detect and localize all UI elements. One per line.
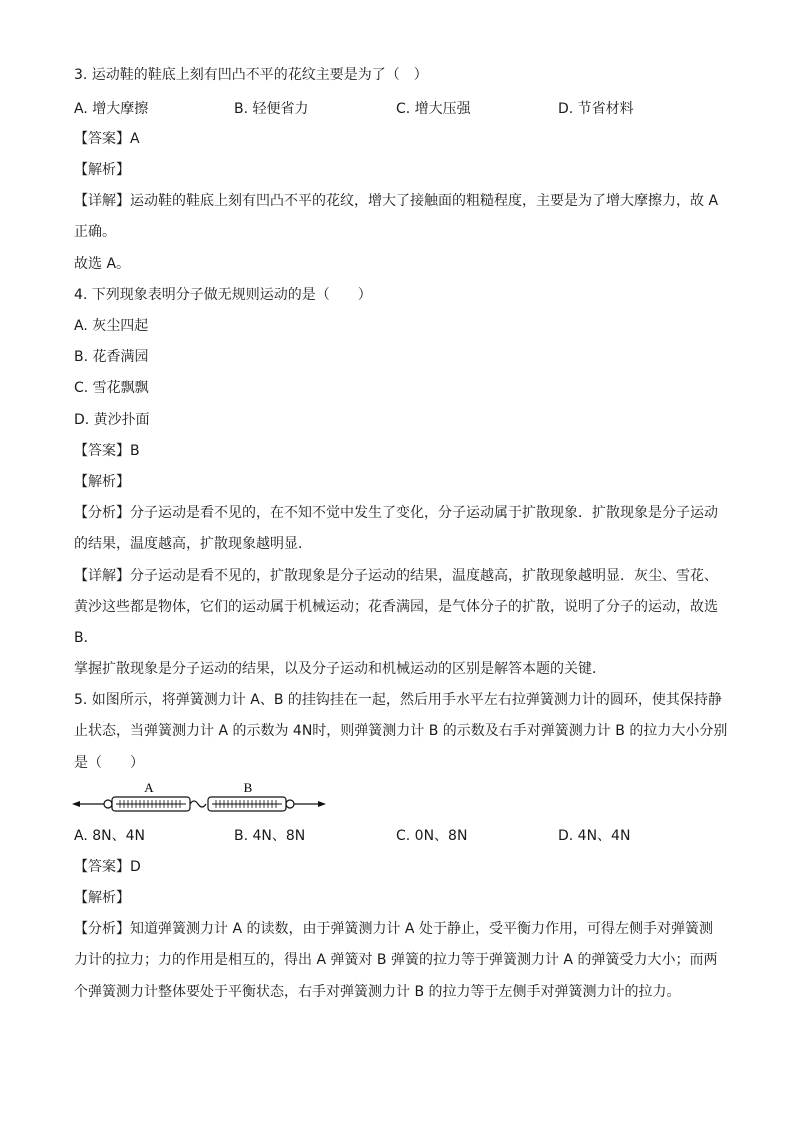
q3-detail-line-1: 【详解】运动鞋的鞋底上刻有凹凸不平的花纹，增大了接触面的粗糙程度，主要是为了增大摩擦力，故 A <box>74 193 719 209</box>
q3-analysis-heading: 【解析】 <box>74 162 130 178</box>
q3-answer: 【答案】A <box>74 131 140 147</box>
q5-analysis-heading: 【解析】 <box>74 890 130 906</box>
q5-fenxi-line-2: 力计的拉力；力的作用是相互的，得出 A 弹簧对 B 弹簧的拉力等于弹簧测力计 A 的弹簧受力大小；而两 <box>74 952 718 968</box>
q4-stem: 4. 下列现象表明分子做无规则运动的是（ ） <box>74 287 372 303</box>
left-arrow-head <box>72 801 80 807</box>
q5-answer: 【答案】D <box>74 859 141 875</box>
q5-option-d: D. 4N、4N <box>558 828 631 844</box>
q4-fenxi-line-2: 的结果，温度越高，扩散现象越明显． <box>74 536 312 552</box>
q3-option-b: B. 轻便省力 <box>234 101 309 117</box>
label-b: B <box>243 780 253 795</box>
q4-option-b: B. 花香满园 <box>74 349 149 365</box>
right-arrow-head <box>318 801 326 807</box>
q5-fenxi-line-1: 【分析】知道弹簧测力计 A 的读数，由于弹簧测力计 A 处于静止，受平衡力作用，可得左侧手对弹簧测 <box>74 921 713 937</box>
left-ring <box>104 800 112 808</box>
q4-answer: 【答案】B <box>74 443 140 459</box>
q3-option-c: C. 增大压强 <box>396 101 471 117</box>
q5-fenxi-line-3: 个弹簧测力计整体要处于平衡状态，右手对弹簧测力计 B 的拉力等于左侧手对弹簧测力计的拉力。 <box>74 984 681 1000</box>
q3-option-a: A. 增大摩擦 <box>74 101 149 117</box>
q4-detail-line-3: B． <box>74 630 98 646</box>
hooks <box>190 801 206 807</box>
q4-detail-line-2: 黄沙这些都是物体，它们的运动属于机械运动；花香满园，是气体分子的扩散，说明了分子的运动，故选 <box>74 599 718 615</box>
right-ring <box>286 800 294 808</box>
q3-conclusion: 故选 A。 <box>74 256 131 272</box>
q4-fenxi-line-1: 【分析】分子运动是看不见的，在不知不觉中发生了变化，分子运动属于扩散现象．扩散现象是分子运动 <box>74 505 718 521</box>
q5-stem-line-3: 是（ ） <box>74 755 144 771</box>
spring-scale-diagram <box>72 779 332 819</box>
q4-analysis-heading: 【解析】 <box>74 474 130 490</box>
q5-option-c: C. 0N、8N <box>396 828 468 844</box>
q3-detail-line-2: 正确。 <box>74 224 116 240</box>
q3-option-d: D. 节省材料 <box>558 101 634 117</box>
q5-option-a: A. 8N、4N <box>74 828 145 844</box>
q4-option-d: D. 黄沙扑面 <box>74 412 150 428</box>
q3-stem: 3. 运动鞋的鞋底上刻有凹凸不平的花纹主要是为了（ ） <box>74 67 428 83</box>
q4-summary: 掌握扩散现象是分子运动的结果，以及分子运动和机械运动的区别是解答本题的关键． <box>74 661 606 677</box>
q5-stem-line-1: 5. 如图所示，将弹簧测力计 A、B 的挂钩挂在一起，然后用手水平左右拉弹簧测力计的圆环，使其保持静 <box>74 692 722 708</box>
label-a: A <box>144 780 154 795</box>
q5-stem-line-2: 止状态，当弹簧测力计 A 的示数为 4N时，则弹簧测力计 B 的示数及右手对弹簧测力计 B 的拉力大小分别 <box>74 723 728 739</box>
q5-option-b: B. 4N、8N <box>234 828 306 844</box>
q4-option-a: A. 灰尘四起 <box>74 318 149 334</box>
q4-detail-line-1: 【详解】分子运动是看不见的，扩散现象是分子运动的结果，温度越高，扩散现象越明显．灰尘、雪花、 <box>74 568 718 584</box>
q4-option-c: C. 雪花飘飘 <box>74 380 149 396</box>
